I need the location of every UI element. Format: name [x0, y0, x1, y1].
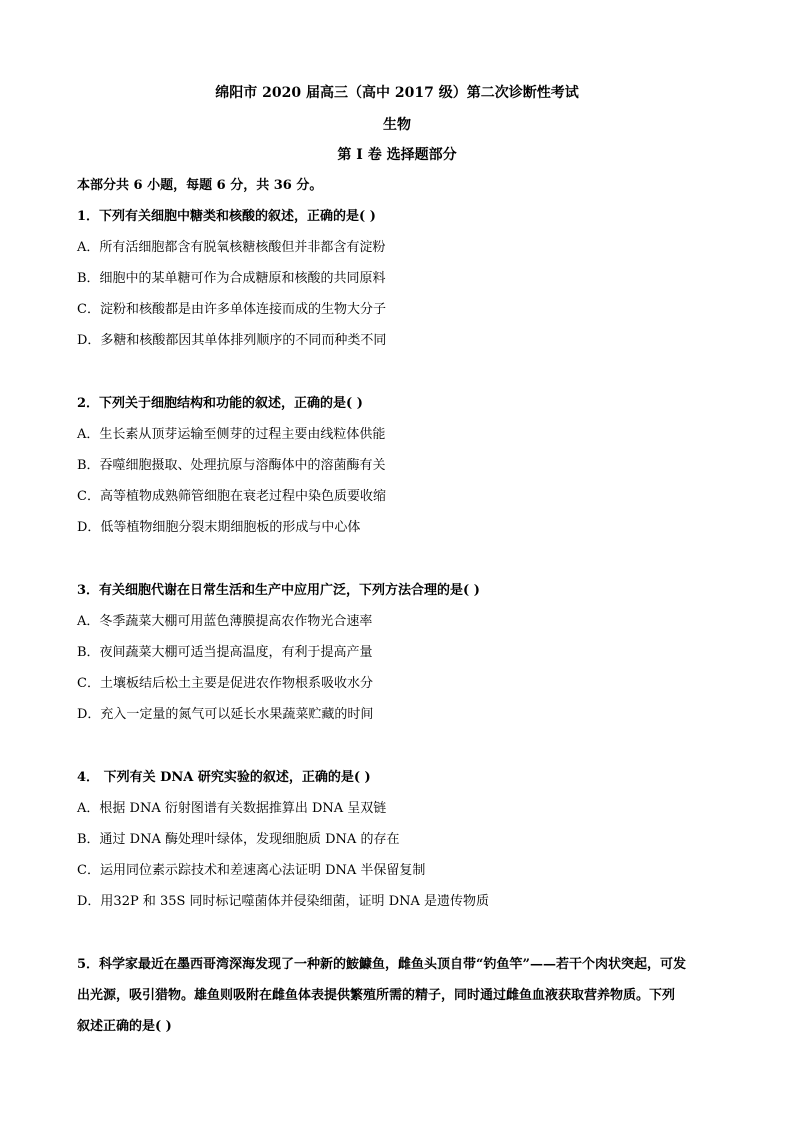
question-2-option-d: D．低等植物细胞分裂末期细胞板的形成与中心体: [77, 520, 361, 535]
question-4-option-c: C．运用同位素示踪技术和差速离心法证明 DNA 半保留复制: [77, 863, 426, 878]
question-3-option-d: D．充入一定量的氮气可以延长水果蔬菜贮藏的时间: [77, 707, 374, 722]
question-4-option-b: B．通过 DNA 酶处理叶绿体，发现细胞质 DNA 的存在: [77, 832, 400, 847]
question-4-option-a: A．根据 DNA 衍射图谱有关数据推算出 DNA 呈双链: [77, 801, 387, 816]
question-3-option-a: A．冬季蔬菜大棚可用蓝色薄膜提高农作物光合速率: [77, 614, 373, 629]
question-3-option-b: B．夜间蔬菜大棚可适当提高温度，有利于提高产量: [77, 645, 373, 660]
question-1-stem: 1．下列有关细胞中糖类和核酸的叙述，正确的是( ): [77, 209, 376, 224]
question-1-option-a: A．所有活细胞都含有脱氧核糖核酸但并非都含有淀粉: [77, 240, 386, 255]
question-4-option-d: D．用32P 和 35S 同时标记噬菌体并侵染细菌，证明 DNA 是遗传物质: [77, 894, 490, 909]
question-5-line-3: 叙述正确的是( ): [77, 1019, 172, 1034]
exam-title: 绵阳市 2020 届高三（高中 2017 级）第二次诊断性考试: [215, 85, 579, 101]
question-2-option-c: C．高等植物成熟筛管细胞在衰老过程中染色质要收缩: [77, 489, 386, 504]
question-1-option-b: B．细胞中的某单糖可作为合成糖原和核酸的共同原料: [77, 271, 386, 286]
question-3-stem: 3．有关细胞代谢在日常生活和生产中应用广泛，下列方法合理的是( ): [77, 583, 480, 598]
question-2-option-a: A．生长素从顶芽运输至侧芽的过程主要由线粒体供能: [77, 427, 386, 442]
question-2-stem: 2．下列关于细胞结构和功能的叙述，正确的是( ): [77, 396, 363, 411]
question-2-option-b: B．吞噬细胞摄取、处理抗原与溶酶体中的溶菌酶有关: [77, 458, 386, 473]
question-5-line-2: 出光源，吸引猎物。雄鱼则吸附在雌鱼体表提供繁殖所需的精子，同时通过雌鱼血液获取营养物质。下列: [77, 988, 676, 1003]
question-3-option-c: C．土壤板结后松土主要是促进农作物根系吸收水分: [77, 676, 373, 691]
question-5-line-1: 5．科学家最近在墨西哥湾深海发现了一种新的鮟鱇鱼，雌鱼头顶自带“钓鱼竿”——若干个肉状突起，可发: [77, 957, 687, 972]
section-intro: 本部分共 6 小题，每题 6 分，共 36 分。: [77, 178, 323, 193]
question-1-option-d: D．多糖和核酸都因其单体排列顺序的不同而种类不同: [77, 333, 387, 348]
question-4-stem: 4． 下列有关 DNA 研究实验的叙述，正确的是( ): [77, 770, 371, 785]
section-title: 第 I 卷 选择题部分: [337, 147, 457, 163]
subject-title: 生物: [383, 117, 411, 133]
question-1-option-c: C．淀粉和核酸都是由许多单体连接而成的生物大分子: [77, 302, 386, 317]
